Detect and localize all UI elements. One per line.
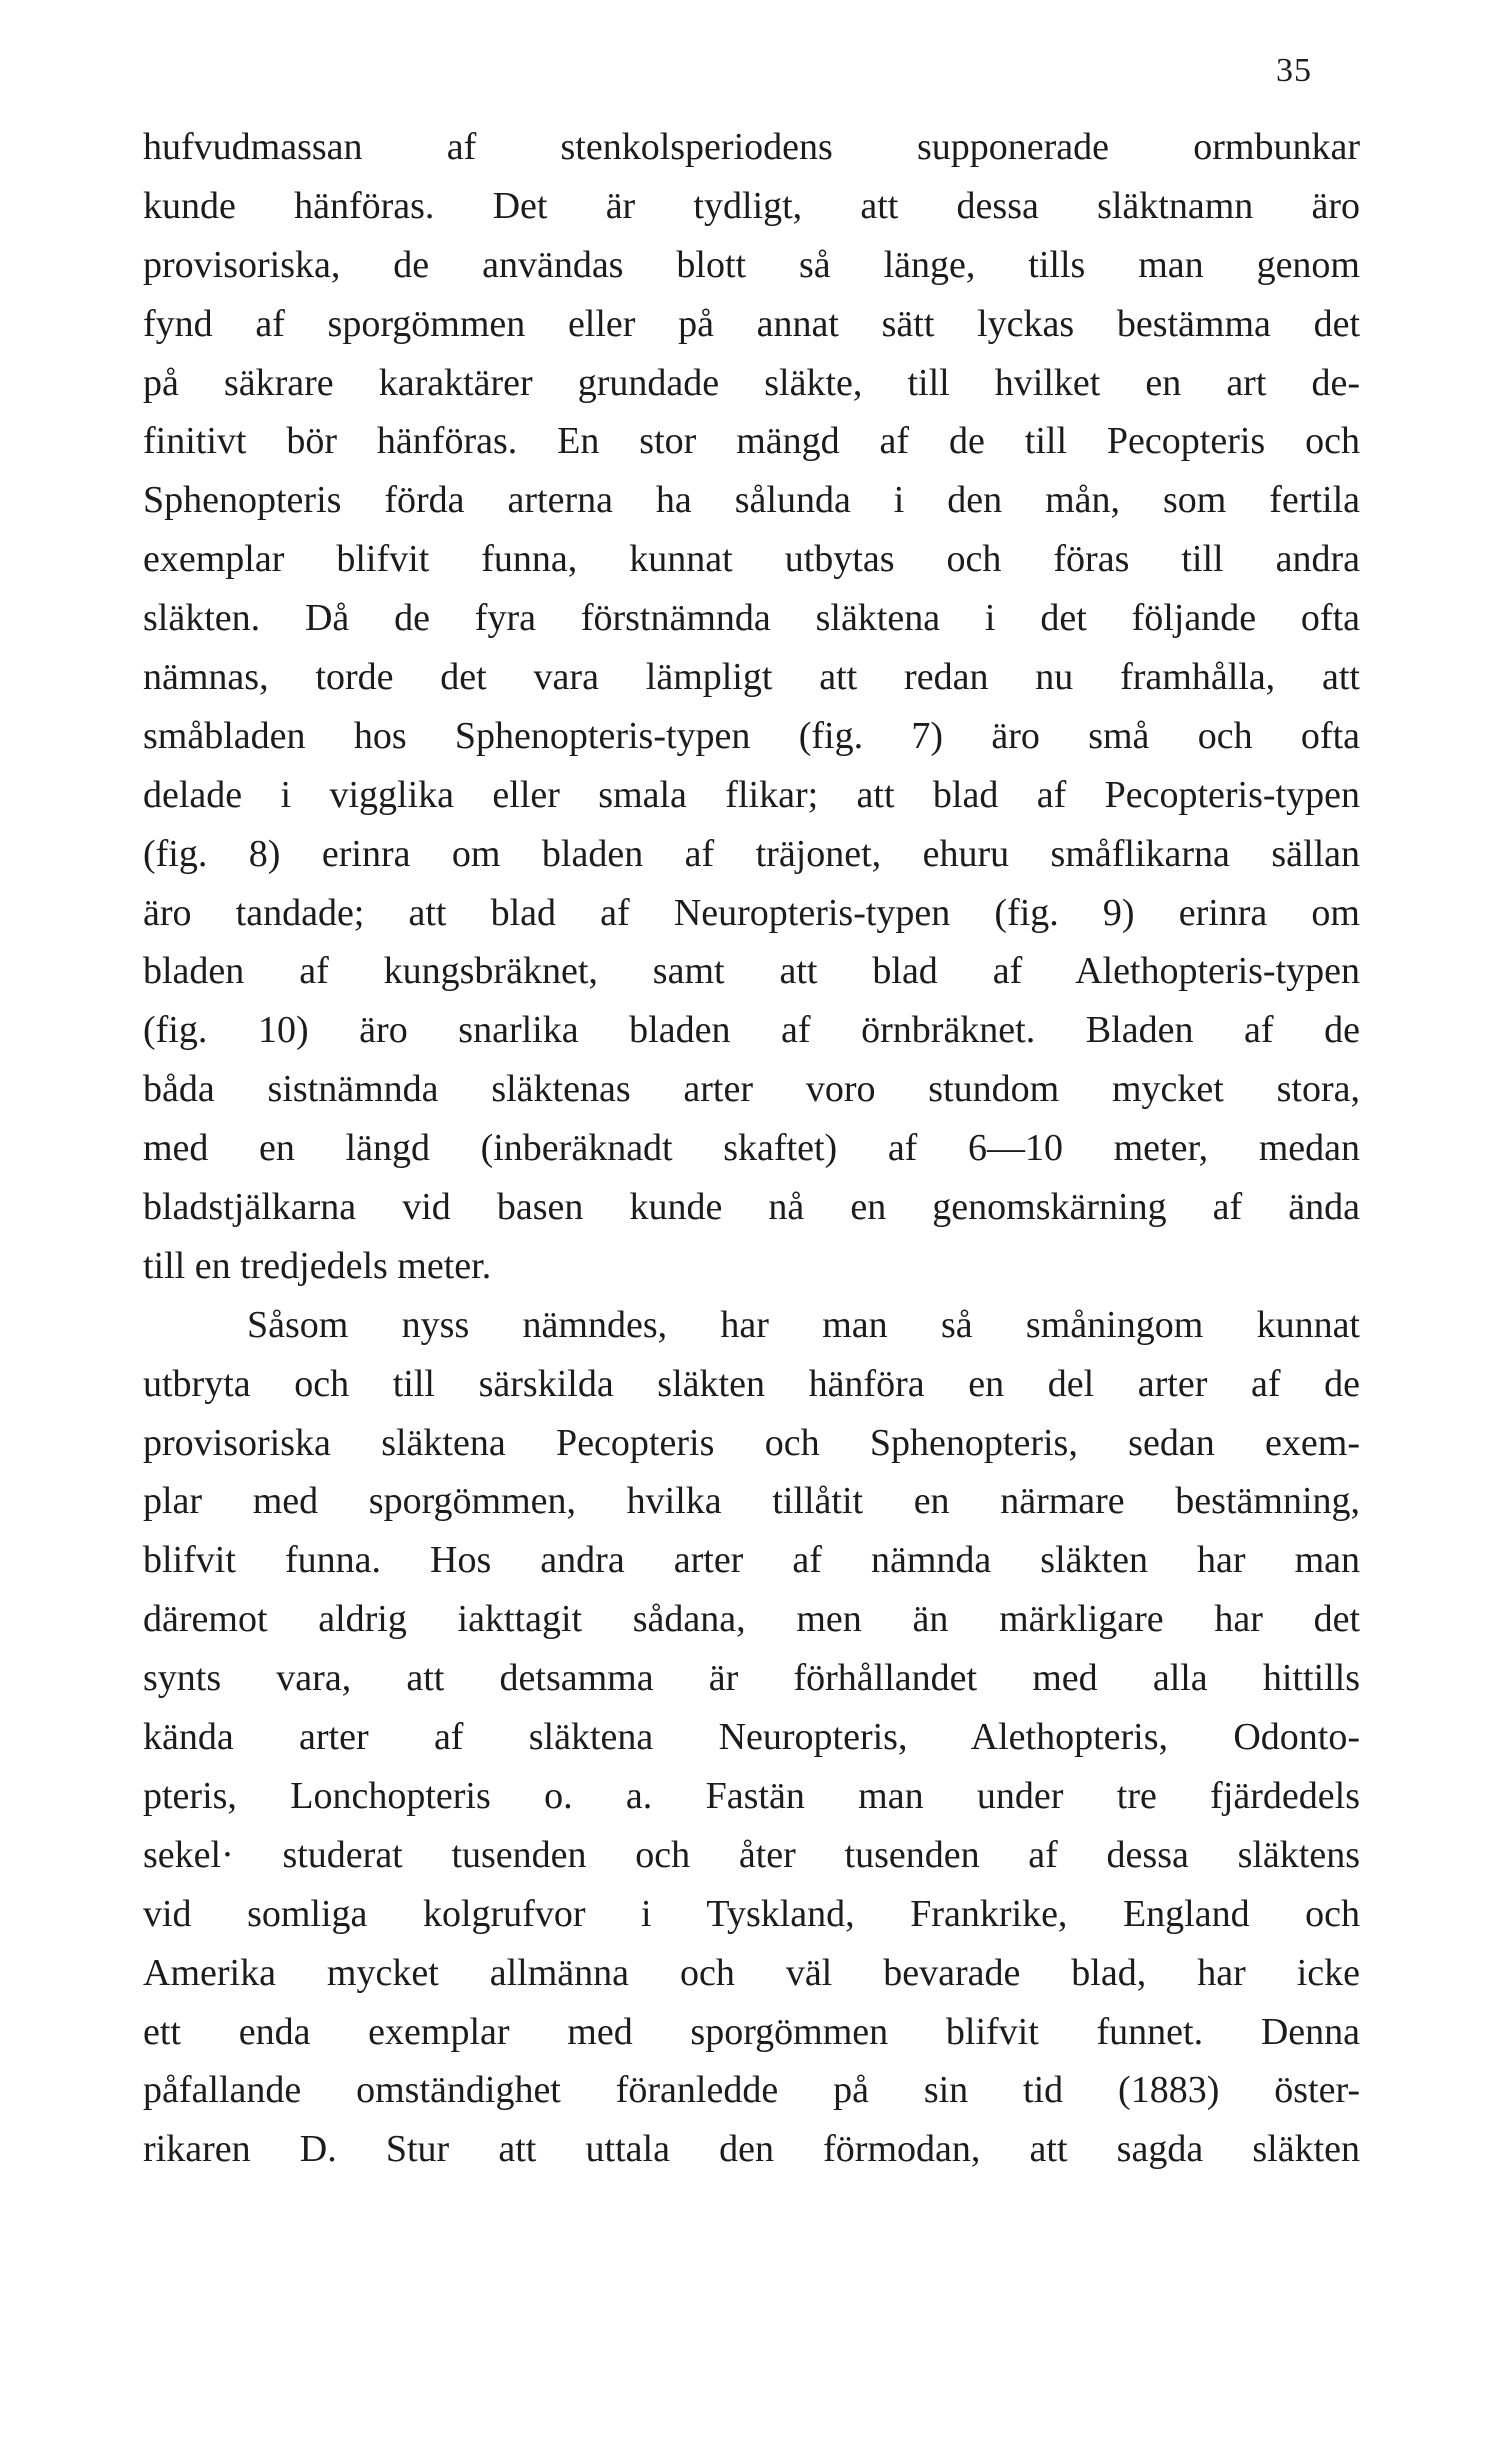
- text-line: exemplar blifvit funna, kunnat utbytas och föras till andra: [143, 538, 1360, 581]
- text-line: (fig. 10) äro snarlika bladen af örnbräknet. Bladen af de: [143, 1009, 1360, 1052]
- page-number: 35: [1276, 52, 1312, 89]
- text-line: bladstjälkarna vid basen kunde nå en genomskärning af ända: [143, 1186, 1360, 1229]
- text-line: Amerika mycket allmänna och väl bevarade blad, har icke: [143, 1951, 1360, 1994]
- text-line: utbryta och till särskilda släkten hänföra en del arter af de: [143, 1362, 1360, 1405]
- text-line: äro tandade; att blad af Neuropteris-typen (fig. 9) erinra om: [143, 891, 1360, 934]
- text-line: på säkrare karaktärer grundade släkte, till hvilket en art de-: [143, 361, 1360, 404]
- text-line: påfallande omständighet föranledde på sin tid (1883) öster-: [143, 2069, 1360, 2112]
- text-line: sekel· studerat tusenden och åter tusenden af dessa släktens: [143, 1833, 1360, 1876]
- text-line: provisoriska släktena Pecopteris och Sphenopteris, sedan exem-: [143, 1421, 1360, 1464]
- text-line: finitivt bör hänföras. En stor mängd af de till Pecopteris och: [143, 420, 1360, 463]
- text-line: kända arter af släktena Neuropteris, Alethopteris, Odonto-: [143, 1716, 1360, 1759]
- text-line: provisoriska, de användas blott så länge, tills man genom: [143, 243, 1360, 286]
- text-line: blifvit funna. Hos andra arter af nämnda släkten har man: [143, 1539, 1360, 1582]
- text-line: delade i vigglika eller smala flikar; att blad af Pecopteris-typen: [143, 773, 1360, 816]
- text-line: med en längd (inberäknadt skaftet) af 6—10 meter, medan: [143, 1127, 1360, 1170]
- text-line: vid somliga kolgrufvor i Tyskland, Frankrike, England och: [143, 1892, 1360, 1935]
- text-line: synts vara, att detsamma är förhållandet med alla hittills: [143, 1657, 1360, 1700]
- text-line: pteris, Lonchopteris o. a. Fastän man under tre fjärdedels: [143, 1774, 1360, 1817]
- text-line: bladen af kungsbräknet, samt att blad af Alethopteris-typen: [143, 950, 1360, 993]
- text-line: ett enda exemplar med sporgömmen blifvit funnet. Denna: [143, 2010, 1360, 2053]
- text-line: (fig. 8) erinra om bladen af träjonet, ehuru småflikarna sällan: [143, 832, 1360, 875]
- text-line: hufvudmassan af stenkolsperiodens supponerade ormbunkar: [143, 126, 1360, 168]
- text-line: Sphenopteris förda arterna ha sålunda i den mån, som fertila: [143, 479, 1360, 522]
- text-line: nämnas, torde det vara lämpligt att redan nu framhålla, att: [143, 656, 1360, 699]
- text-line: fynd af sporgömmen eller på annat sätt lyckas bestämma det: [143, 302, 1360, 345]
- text-line: rikaren D. Stur att uttala den förmodan, att sagda släkten: [143, 2128, 1360, 2171]
- text-line: båda sistnämnda släktenas arter voro stundom mycket stora,: [143, 1068, 1360, 1111]
- paragraph-2: [143, 1296, 1360, 2179]
- text-line: däremot aldrig iakttagit sådana, men än märkligare har det: [143, 1598, 1360, 1641]
- text-line: Såsom nyss nämndes, har man så småningom kunnat: [247, 1303, 1360, 1346]
- text-line: släkten. Då de fyra förstnämnda släktena i det följande ofta: [143, 597, 1360, 640]
- text-line: kunde hänföras. Det är tydligt, att dessa släktnamn äro: [143, 184, 1360, 227]
- body-text: [143, 118, 1360, 2179]
- text-line: småbladen hos Sphenopteris-typen (fig. 7) äro små och ofta: [143, 714, 1360, 757]
- paragraph-1: [143, 118, 1360, 1296]
- text-line: till en tredjedels meter.: [143, 1244, 492, 1287]
- text-line: plar med sporgömmen, hvilka tillåtit en närmare bestämning,: [143, 1480, 1360, 1523]
